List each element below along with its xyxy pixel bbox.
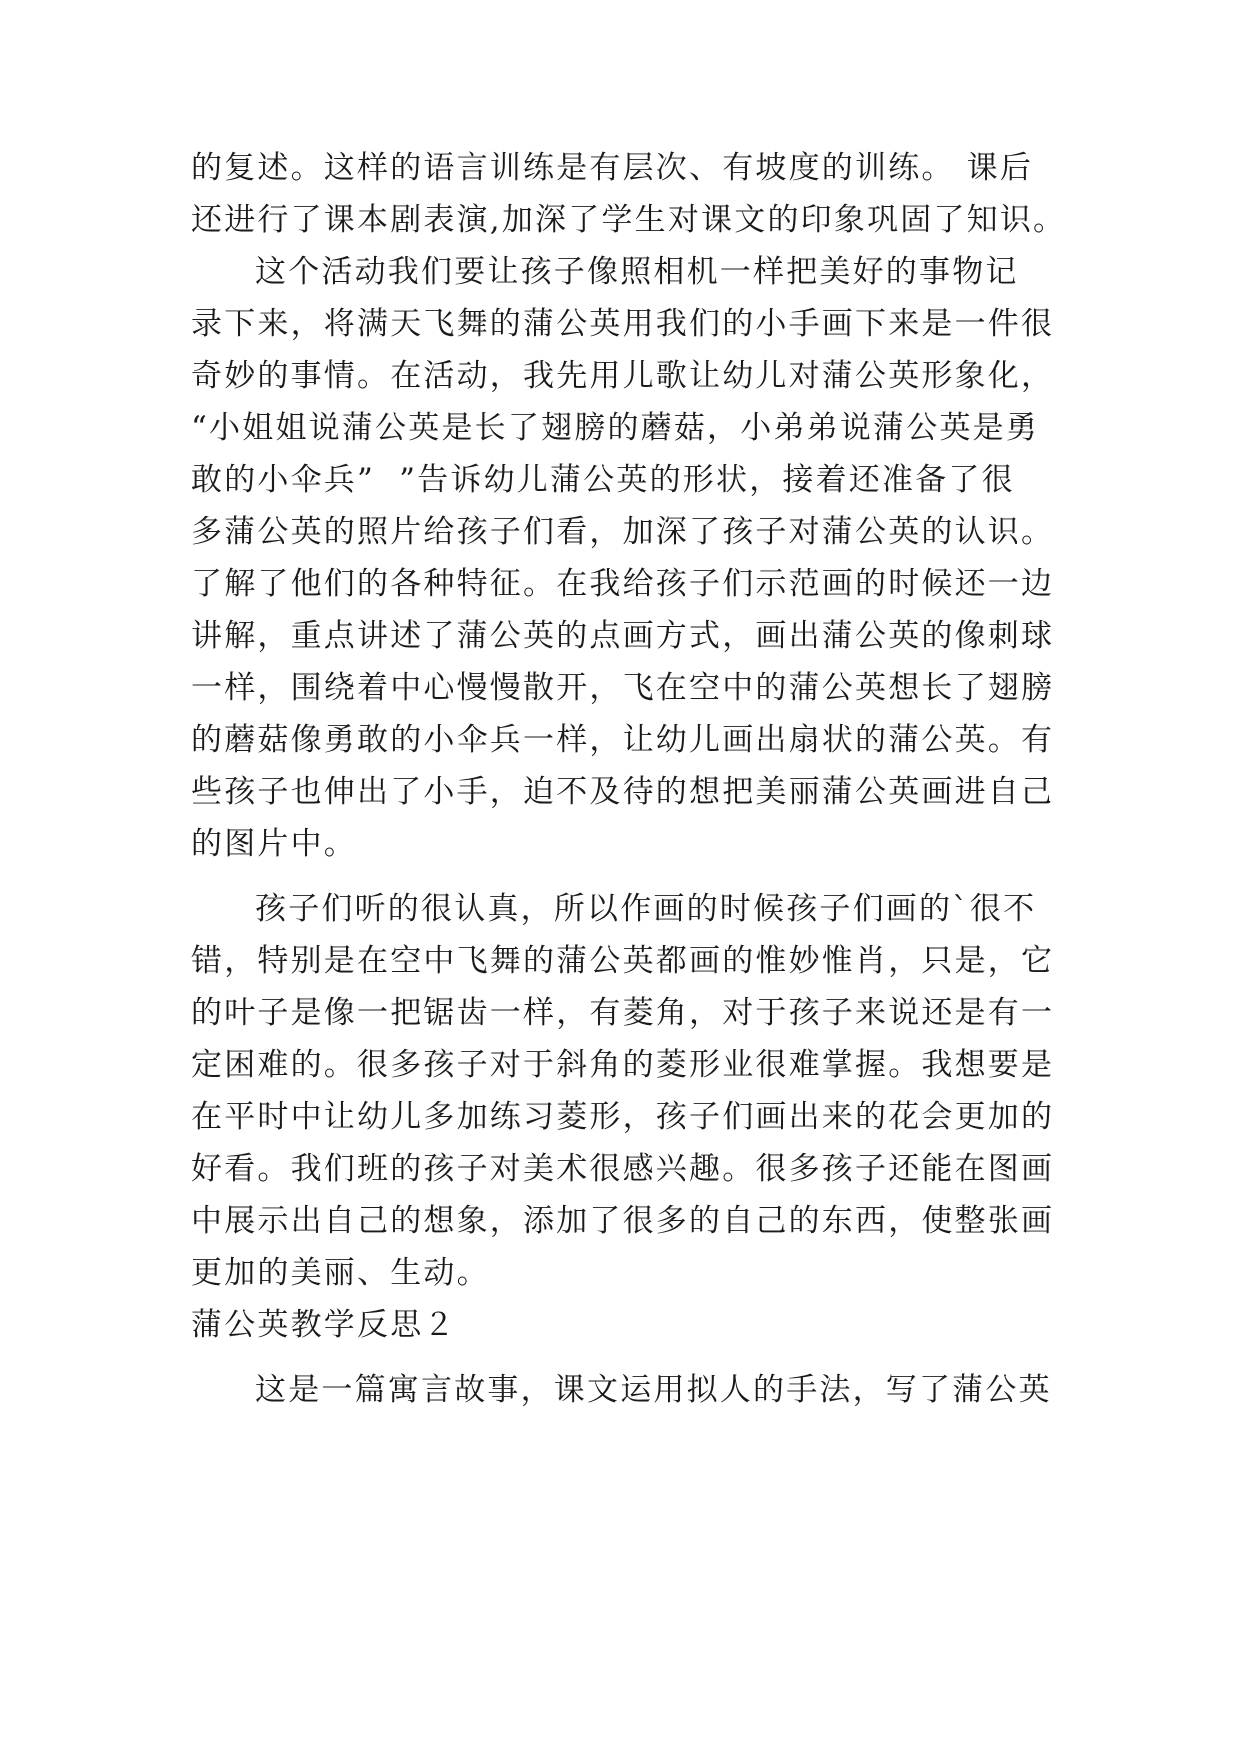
text-line: 的蘑菇像勇敢的小伞兵一样，让幼儿画出扇状的蒲公英。有 [191, 722, 1055, 758]
text-line: 的叶子是像一把锯齿一样，有菱角，对于孩子来说还是有一 [191, 995, 1055, 1031]
paragraph-start: 孩子们听的很认真，所以作画的时候孩子们画的`很不 [255, 891, 1037, 927]
text-line: 的复述。这样的语言训练是有层次、有坡度的训练。 课后 [191, 150, 1034, 186]
text-line: “小姐姐说蒲公英是长了翅膀的蘑菇，小弟弟说蒲公英是勇 [191, 410, 1040, 446]
text-line: 多蒲公英的照片给孩子们看，加深了孩子对蒲公英的认识。 [191, 514, 1055, 550]
text-line: 录下来，将满天飞舞的蒲公英用我们的小手画下来是一件很 [191, 306, 1055, 342]
text-line: 讲解，重点讲述了蒲公英的点画方式，画出蒲公英的像刺球 [191, 618, 1055, 654]
text-line: 在平时中让幼儿多加练习菱形，孩子们画出来的花会更加的 [191, 1099, 1055, 1135]
text-line: 错，特别是在空中飞舞的蒲公英都画的惟妙惟肖，只是，它 [191, 943, 1055, 979]
paragraph-start: 这是一篇寓言故事，课文运用拟人的手法，写了蒲公英 [255, 1372, 1052, 1408]
text-line: 更加的美丽、生动。 [191, 1255, 490, 1291]
text-line: 中展示出自己的想象，添加了很多的自己的东西，使整张画 [191, 1203, 1055, 1239]
section-heading: 蒲公英教学反思２ [191, 1307, 457, 1343]
text-line: 一样，围绕着中心慢慢散开，飞在空中的蒲公英想长了翅膀 [191, 670, 1055, 706]
text-line: 了解了他们的各种特征。在我给孩子们示范画的时候还一边 [191, 566, 1055, 602]
text-line: 敢的小伞兵” ”告诉幼儿蒲公英的形状，接着还准备了很 [191, 462, 1015, 498]
text-line: 奇妙的事情。在活动，我先用儿歌让幼儿对蒲公英形象化， [191, 358, 1055, 394]
text-line: 还进行了课本剧表演,加深了学生对课文的印象巩固了知识。 [191, 202, 1067, 238]
text-line: 的图片中。 [191, 826, 357, 862]
text-line: 好看。我们班的孩子对美术很感兴趣。很多孩子还能在图画 [191, 1151, 1055, 1187]
paragraph-start: 这个活动我们要让孩子像照相机一样把美好的事物记 [255, 254, 1019, 290]
text-line: 定困难的。很多孩子对于斜角的菱形业很难掌握。我想要是 [191, 1047, 1055, 1083]
text-line: 些孩子也伸出了小手，迫不及待的想把美丽蒲公英画进自己 [191, 774, 1055, 810]
